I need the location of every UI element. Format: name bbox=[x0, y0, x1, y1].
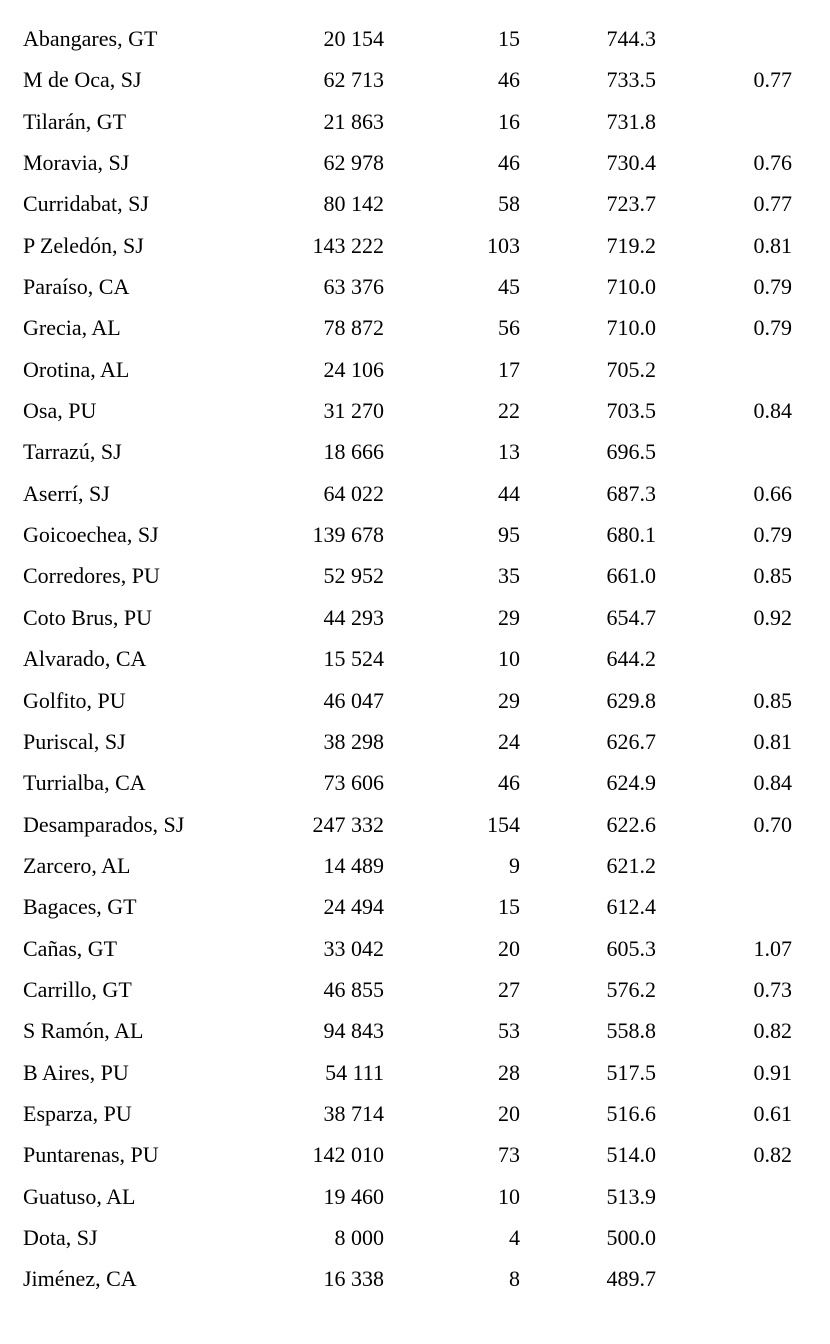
count-cell: 53 bbox=[498, 1018, 520, 1044]
rate-cell: 517.5 bbox=[606, 1059, 656, 1085]
table-row bbox=[0, 1217, 830, 1258]
table-row bbox=[0, 1258, 830, 1299]
population-cell: 33 042 bbox=[323, 935, 384, 961]
ratio-cell: 0.79 bbox=[753, 274, 792, 300]
population-cell: 73 606 bbox=[323, 770, 384, 796]
rate-cell: 654.7 bbox=[606, 604, 656, 630]
ratio-cell: 0.77 bbox=[753, 67, 792, 93]
table-row bbox=[0, 18, 830, 59]
canton-name-cell: Cañas, GT bbox=[23, 935, 118, 961]
table-row bbox=[0, 225, 830, 266]
population-cell: 142 010 bbox=[312, 1142, 384, 1168]
count-cell: 10 bbox=[498, 1183, 520, 1209]
ratio-cell: 0.76 bbox=[753, 150, 792, 176]
canton-name-cell: Corredores, PU bbox=[23, 563, 160, 589]
population-cell: 247 332 bbox=[312, 811, 384, 837]
table-row bbox=[0, 1010, 830, 1051]
count-cell: 20 bbox=[498, 1100, 520, 1126]
table-row bbox=[0, 1052, 830, 1093]
population-cell: 52 952 bbox=[323, 563, 384, 589]
canton-name-cell: Turrialba, CA bbox=[23, 770, 146, 796]
canton-name-cell: Puriscal, SJ bbox=[23, 728, 126, 754]
table-row bbox=[0, 266, 830, 307]
count-cell: 56 bbox=[498, 315, 520, 341]
ratio-cell: 0.79 bbox=[753, 315, 792, 341]
canton-name-cell: Puntarenas, PU bbox=[23, 1142, 159, 1168]
table-row bbox=[0, 390, 830, 431]
count-cell: 13 bbox=[498, 439, 520, 465]
rate-cell: 703.5 bbox=[606, 398, 656, 424]
data-table bbox=[0, 18, 830, 1300]
rate-cell: 558.8 bbox=[606, 1018, 656, 1044]
canton-name-cell: Aserrí, SJ bbox=[23, 480, 110, 506]
count-cell: 28 bbox=[498, 1059, 520, 1085]
canton-name-cell: Esparza, PU bbox=[23, 1100, 132, 1126]
population-cell: 46 855 bbox=[323, 976, 384, 1002]
count-cell: 15 bbox=[498, 894, 520, 920]
table-row bbox=[0, 969, 830, 1010]
canton-name-cell: B Aires, PU bbox=[23, 1059, 129, 1085]
rate-cell: 733.5 bbox=[606, 67, 656, 93]
population-cell: 44 293 bbox=[323, 604, 384, 630]
rate-cell: 680.1 bbox=[606, 522, 656, 548]
population-cell: 24 494 bbox=[323, 894, 384, 920]
canton-name-cell: Carrillo, GT bbox=[23, 976, 132, 1002]
table-row bbox=[0, 1134, 830, 1175]
population-cell: 19 460 bbox=[323, 1183, 384, 1209]
rate-cell: 621.2 bbox=[606, 852, 656, 878]
count-cell: 46 bbox=[498, 770, 520, 796]
table-row bbox=[0, 142, 830, 183]
count-cell: 44 bbox=[498, 480, 520, 506]
table-row bbox=[0, 555, 830, 596]
ratio-cell: 0.84 bbox=[753, 770, 792, 796]
canton-name-cell: S Ramón, AL bbox=[23, 1018, 144, 1044]
population-cell: 31 270 bbox=[323, 398, 384, 424]
count-cell: 15 bbox=[498, 26, 520, 51]
table-row bbox=[0, 101, 830, 142]
canton-name-cell: Goicoechea, SJ bbox=[23, 522, 159, 548]
population-cell: 21 863 bbox=[323, 108, 384, 134]
ratio-cell: 0.61 bbox=[753, 1100, 792, 1126]
population-cell: 18 666 bbox=[323, 439, 384, 465]
rate-cell: 731.8 bbox=[606, 108, 656, 134]
table-row bbox=[0, 59, 830, 100]
count-cell: 45 bbox=[498, 274, 520, 300]
table-row bbox=[0, 886, 830, 927]
rate-cell: 500.0 bbox=[606, 1224, 656, 1250]
table-row bbox=[0, 845, 830, 886]
ratio-cell: 0.79 bbox=[753, 522, 792, 548]
rate-cell: 730.4 bbox=[606, 150, 656, 176]
population-cell: 38 298 bbox=[323, 728, 384, 754]
count-cell: 8 bbox=[509, 1266, 520, 1292]
canton-name-cell: Paraíso, CA bbox=[23, 274, 130, 300]
population-cell: 14 489 bbox=[323, 852, 384, 878]
count-cell: 27 bbox=[498, 976, 520, 1002]
ratio-cell: 0.81 bbox=[753, 728, 792, 754]
count-cell: 29 bbox=[498, 604, 520, 630]
canton-name-cell: Guatuso, AL bbox=[23, 1183, 136, 1209]
table-row bbox=[0, 762, 830, 803]
rate-cell: 696.5 bbox=[606, 439, 656, 465]
count-cell: 9 bbox=[509, 852, 520, 878]
canton-name-cell: M de Oca, SJ bbox=[23, 67, 142, 93]
count-cell: 35 bbox=[498, 563, 520, 589]
table-row bbox=[0, 1093, 830, 1134]
canton-name-cell: Orotina, AL bbox=[23, 356, 130, 382]
canton-name-cell: Moravia, SJ bbox=[23, 150, 130, 176]
population-cell: 62 713 bbox=[323, 67, 384, 93]
population-cell: 94 843 bbox=[323, 1018, 384, 1044]
ratio-cell: 0.91 bbox=[753, 1059, 792, 1085]
table-row bbox=[0, 804, 830, 845]
rate-cell: 516.6 bbox=[606, 1100, 656, 1126]
population-cell: 62 978 bbox=[323, 150, 384, 176]
canton-name-cell: Bagaces, GT bbox=[23, 894, 137, 920]
count-cell: 154 bbox=[487, 811, 520, 837]
count-cell: 73 bbox=[498, 1142, 520, 1168]
count-cell: 95 bbox=[498, 522, 520, 548]
ratio-cell: 0.73 bbox=[753, 976, 792, 1002]
rate-cell: 622.6 bbox=[606, 811, 656, 837]
count-cell: 24 bbox=[498, 728, 520, 754]
ratio-cell: 1.07 bbox=[753, 935, 792, 961]
rate-cell: 489.7 bbox=[606, 1266, 656, 1292]
table-row bbox=[0, 349, 830, 390]
count-cell: 16 bbox=[498, 108, 520, 134]
population-cell: 15 524 bbox=[323, 646, 384, 672]
population-cell: 20 154 bbox=[323, 26, 384, 51]
rate-cell: 744.3 bbox=[606, 26, 656, 51]
rate-cell: 687.3 bbox=[606, 480, 656, 506]
canton-name-cell: Desamparados, SJ bbox=[23, 811, 185, 837]
count-cell: 46 bbox=[498, 67, 520, 93]
count-cell: 22 bbox=[498, 398, 520, 424]
table-row bbox=[0, 928, 830, 969]
rate-cell: 644.2 bbox=[606, 646, 656, 672]
count-cell: 103 bbox=[487, 232, 520, 258]
rate-cell: 513.9 bbox=[606, 1183, 656, 1209]
canton-name-cell: Dota, SJ bbox=[23, 1224, 98, 1250]
rate-cell: 705.2 bbox=[606, 356, 656, 382]
rate-cell: 629.8 bbox=[606, 687, 656, 713]
rate-cell: 576.2 bbox=[606, 976, 656, 1002]
table-row bbox=[0, 431, 830, 472]
table-row bbox=[0, 473, 830, 514]
table-row bbox=[0, 721, 830, 762]
rate-cell: 661.0 bbox=[606, 563, 656, 589]
ratio-cell: 0.85 bbox=[753, 687, 792, 713]
rate-cell: 626.7 bbox=[606, 728, 656, 754]
count-cell: 58 bbox=[498, 191, 520, 217]
population-cell: 46 047 bbox=[323, 687, 384, 713]
population-cell: 64 022 bbox=[323, 480, 384, 506]
canton-name-cell: Tilarán, GT bbox=[23, 108, 127, 134]
rate-cell: 514.0 bbox=[606, 1142, 656, 1168]
canton-name-cell: Grecia, AL bbox=[23, 315, 121, 341]
count-cell: 4 bbox=[509, 1224, 520, 1250]
population-cell: 38 714 bbox=[323, 1100, 384, 1126]
table-row bbox=[0, 597, 830, 638]
ratio-cell: 0.92 bbox=[753, 604, 792, 630]
population-cell: 143 222 bbox=[312, 232, 384, 258]
ratio-cell: 0.77 bbox=[753, 191, 792, 217]
population-cell: 8 000 bbox=[334, 1224, 384, 1250]
canton-name-cell: Jiménez, CA bbox=[23, 1266, 137, 1292]
ratio-cell: 0.82 bbox=[753, 1142, 792, 1168]
ratio-cell: 0.70 bbox=[753, 811, 792, 837]
rate-cell: 723.7 bbox=[606, 191, 656, 217]
count-cell: 46 bbox=[498, 150, 520, 176]
count-cell: 20 bbox=[498, 935, 520, 961]
ratio-cell: 0.66 bbox=[753, 480, 792, 506]
table-row bbox=[0, 307, 830, 348]
population-cell: 24 106 bbox=[323, 356, 384, 382]
rate-cell: 624.9 bbox=[606, 770, 656, 796]
table-row bbox=[0, 680, 830, 721]
canton-name-cell: Curridabat, SJ bbox=[23, 191, 149, 217]
rate-cell: 612.4 bbox=[606, 894, 656, 920]
table-row bbox=[0, 514, 830, 555]
population-cell: 63 376 bbox=[323, 274, 384, 300]
rate-cell: 719.2 bbox=[606, 232, 656, 258]
ratio-cell: 0.82 bbox=[753, 1018, 792, 1044]
canton-name-cell: Golfito, PU bbox=[23, 687, 126, 713]
ratio-cell: 0.81 bbox=[753, 232, 792, 258]
canton-name-cell: Zarcero, AL bbox=[23, 852, 131, 878]
rate-cell: 605.3 bbox=[606, 935, 656, 961]
canton-name-cell: Abangares, GT bbox=[23, 26, 158, 51]
ratio-cell: 0.84 bbox=[753, 398, 792, 424]
canton-name-cell: Osa, PU bbox=[23, 398, 97, 424]
count-cell: 29 bbox=[498, 687, 520, 713]
population-cell: 78 872 bbox=[323, 315, 384, 341]
table-row bbox=[0, 183, 830, 224]
count-cell: 10 bbox=[498, 646, 520, 672]
population-cell: 16 338 bbox=[323, 1266, 384, 1292]
population-cell: 80 142 bbox=[323, 191, 384, 217]
canton-name-cell: Tarrazú, SJ bbox=[23, 439, 122, 465]
rate-cell: 710.0 bbox=[606, 274, 656, 300]
canton-name-cell: Coto Brus, PU bbox=[23, 604, 152, 630]
table-row bbox=[0, 638, 830, 679]
population-cell: 139 678 bbox=[312, 522, 384, 548]
canton-name-cell: Alvarado, CA bbox=[23, 646, 147, 672]
population-cell: 54 111 bbox=[325, 1059, 384, 1085]
table-row bbox=[0, 1176, 830, 1217]
ratio-cell: 0.85 bbox=[753, 563, 792, 589]
canton-name-cell: P Zeledón, SJ bbox=[23, 232, 144, 258]
count-cell: 17 bbox=[498, 356, 520, 382]
rate-cell: 710.0 bbox=[606, 315, 656, 341]
